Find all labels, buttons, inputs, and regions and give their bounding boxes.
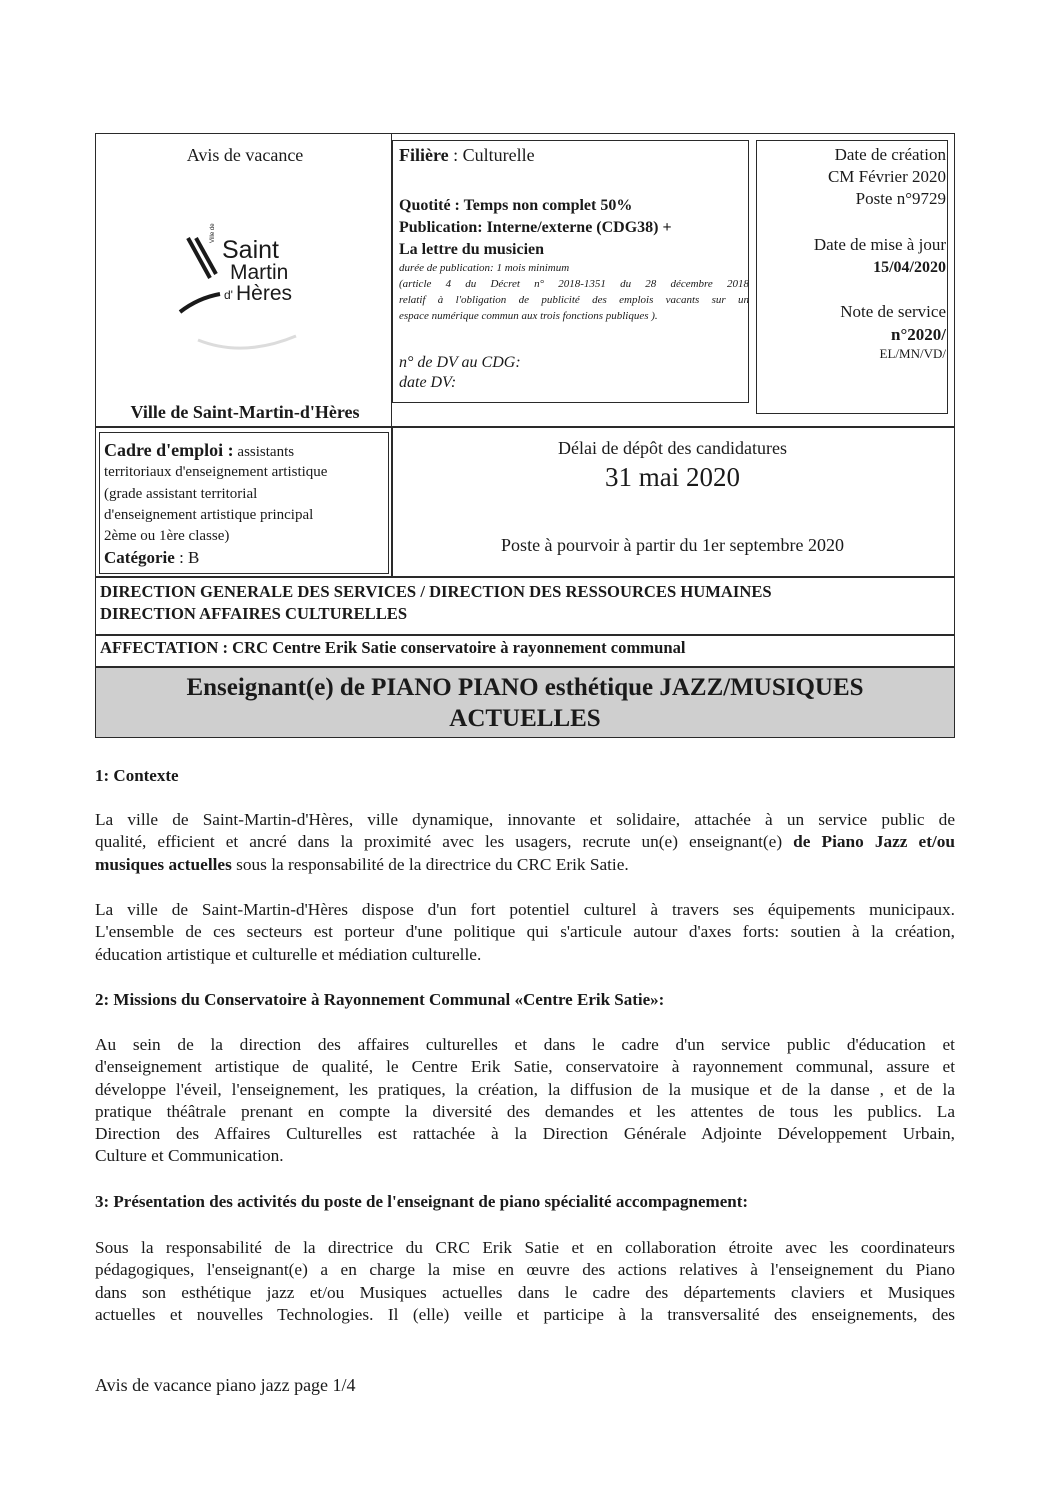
s1p2-line-3: éducation artistique et culturelle et médiation culturelle.	[95, 944, 482, 964]
s1p1-line-1: La ville de Saint-Martin-d'Hères, ville dynamique, innovante et solidaire, attachée à un service public de	[95, 810, 955, 829]
section-3-heading: 3: Présentation des activités du poste de l'enseignant de piano spécialité accompagnement:	[95, 1192, 749, 1211]
s1p1-line-2	[95, 831, 955, 853]
note-service-number: n°2020/	[891, 325, 946, 344]
direction-line-2: DIRECTION AFFAIRES CULTURELLES	[100, 604, 408, 623]
s2p1-line-1: Au sein de la direction des affaires culturelles et dans le cadre d'un service public d'éducation et	[95, 1035, 955, 1054]
cadre-line-3: d'enseignement artistique principal	[104, 507, 314, 523]
article-line-1: (article 4 du Décret n° 2018-1351 du 28 décembre 2018	[399, 278, 749, 290]
s3p1-line-4: actuelles et nouvelles Technologies. Il (elle) veille et participe à la transversalité des enseignements, des	[95, 1304, 955, 1324]
cadre-first: assistants	[233, 444, 295, 460]
delai-date: 31 mai 2020	[605, 462, 740, 492]
s3p1-line-2: pédagogiques, l'enseignant(e) a en charge la mise en œuvre des actions relatives à l'enseignement du Piano	[95, 1260, 955, 1280]
s2p1-line-2: d'enseignement artistique de qualité, le Centre Erik Satie, conservatoire à rayonnement communal, assure et	[95, 1057, 955, 1077]
s2p1-line-3: développe l'éveil, l'enseignement, les pratiques, la création, la diffusion de la musique et de la danse , et de la	[95, 1079, 955, 1099]
article-line-2: relatif à l'obligation de publicité des emplois vacants sur un	[399, 294, 749, 306]
avis-title: Avis de vacance	[186, 145, 304, 165]
cadre-first-line	[104, 440, 294, 462]
poste-number: Poste n°9729	[855, 189, 946, 208]
affectation: AFFECTATION : CRC Centre Erik Satie conservatoire à rayonnement communal	[100, 638, 686, 657]
s1p1-line-3-text: sous la responsabilité de la directrice du CRC Erik Satie.	[231, 854, 629, 874]
categorie-label: Catégorie	[104, 548, 175, 567]
section-1-paragraph-2	[95, 899, 955, 966]
s1p1-line-2-text: qualité, efficient et ancré dans la proximité avec les usagers, recrute un(e) enseignant(e)	[95, 832, 794, 852]
cadre-line-4: 2ème ou 1ère classe)	[104, 528, 230, 544]
filiere-value: : Culturelle	[448, 145, 535, 165]
date-creation-label: Date de création	[834, 145, 946, 164]
categorie-value: : B	[174, 548, 200, 567]
logo-d: d'	[224, 288, 233, 302]
direction-line-1: DIRECTION GENERALE DES SERVICES / DIRECTION DES RESSOURCES HUMAINES	[100, 582, 772, 601]
s1p2-line-1: La ville de Saint-Martin-d'Hères dispose d'un fort potentiel culturel à travers ses équipements municipaux.	[95, 900, 955, 919]
job-title-line-2: ACTUELLES	[449, 705, 601, 732]
delai-label: Délai de dépôt des candidatures	[558, 438, 787, 458]
date-creation-value: CM Février 2020	[827, 167, 946, 186]
cadre-label: Cadre d'emploi :	[104, 440, 234, 460]
section-3-paragraph-1	[95, 1237, 955, 1326]
filiere-label: Filière	[399, 145, 449, 165]
article-line-3: espace numérique commun aux trois fonctions publiques ).	[399, 310, 658, 322]
s1p2-line-2: L'ensemble de ces secteurs est porteur d'une politique qui s'articule autour d'axes forts: soutien à la création,	[95, 922, 955, 942]
date-maj-value: 15/04/2020	[873, 259, 946, 276]
section-2-paragraph-1	[95, 1034, 955, 1168]
s3p1-line-3: dans son esthétique jazz et/ou Musiques actuelles dans le cadre des départements claviers et Musiques	[95, 1282, 955, 1302]
section-1-paragraph-1	[95, 809, 955, 876]
cadre-line-1: territoriaux d'enseignement artistique	[104, 464, 328, 480]
logo-heres: Hères	[236, 282, 293, 305]
section-2-heading: 2: Missions du Conservatoire à Rayonnement Communal «Centre Erik Satie»:	[95, 990, 665, 1009]
note-service-value	[760, 325, 946, 345]
date-maj-label: Date de mise à jour	[813, 235, 946, 254]
s1p1-line-2-bold: de Piano Jazz et/ou	[793, 832, 955, 852]
quotite: Quotité : Temps non complet 50%	[399, 197, 633, 214]
poste-a-pourvoir: Poste à pourvoir à partir du 1er septembre 2020	[501, 535, 844, 555]
cadre-line-2: (grade assistant territorial	[104, 486, 258, 502]
dv-numero: n° de DV au CDG:	[399, 354, 521, 371]
publication: Publication: Interne/externe (CDG38) +	[399, 219, 672, 236]
section-1-heading: 1: Contexte	[95, 766, 179, 785]
lettre-du-musicien: La lettre du musicien	[399, 241, 545, 258]
dv-date: date DV:	[399, 374, 457, 391]
logo-ville-de: Ville de	[210, 223, 216, 243]
job-title-line-1: Enseignant(e) de PIANO PIANO esthétique JAZZ/MUSIQUES	[186, 674, 864, 701]
s2p1-line-6: Culture et Communication.	[95, 1146, 284, 1166]
categorie	[104, 548, 199, 568]
s2p1-line-4: pratique théâtrale prenant en compte la diversité des demandes et les attentes de tous les publics. La	[95, 1101, 955, 1121]
s1p1-line-3	[95, 854, 955, 876]
s1p1-line-3-bold: musiques actuelles	[95, 854, 232, 874]
page-footer: Avis de vacance piano jazz page 1/4	[95, 1375, 356, 1395]
s3p1-line-1: Sous la responsabilité de la directrice du CRC Erik Satie et en collaboration étroite avec les coordinateurs	[95, 1238, 955, 1257]
note-service-label: Note de service	[840, 302, 946, 321]
ville-name: Ville de Saint-Martin-d'Hères	[130, 402, 360, 422]
note-service-ref: EL/MN/VD/	[879, 346, 946, 361]
filiere	[399, 145, 535, 166]
logo-martin: Martin	[230, 261, 289, 284]
city-logo	[158, 190, 328, 360]
duree-publication: durée de publication: 1 mois minimum	[399, 262, 570, 274]
s2p1-line-5: Direction des Affaires Culturelles est rattachée à la Direction Générale Adjointe Développement Urbain,	[95, 1124, 955, 1144]
logo-saint: Saint	[222, 236, 279, 264]
